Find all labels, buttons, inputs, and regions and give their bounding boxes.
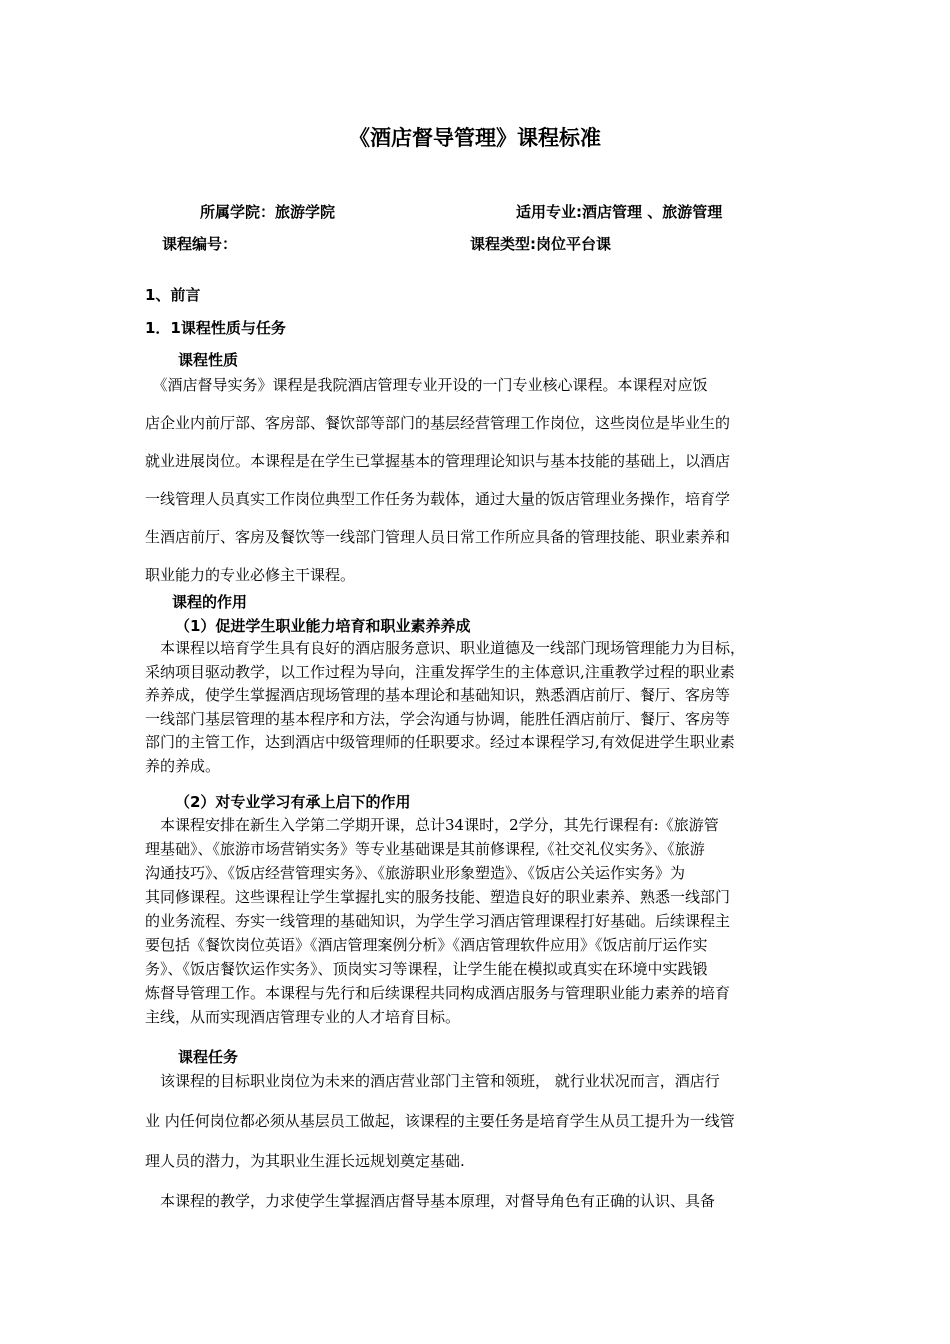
text-line: 本课程的教学，力求使学生掌握酒店督导基本原理，对督导角色有正确的认识、具备 [145, 1192, 716, 1210]
major-label: 适用专业:酒店管理 、旅游管理 [516, 203, 723, 221]
text-line: 一线管理人员真实工作岗位典型工作任务为载体，通过大量的饭店管理业务操作，培育学 [145, 490, 731, 508]
subheading-role-1: （1）促进学生职业能力培育和职业素养养成 [175, 617, 471, 635]
text-line: 《酒店督导实务》课程是我院酒店管理专业开设的一门专业核心课程。本课程对应饭 [145, 376, 708, 394]
course-type-label: 课程类型:岗位平台课 [470, 235, 611, 253]
text-line: 的业务流程、夯实一线管理的基础知识，为学生学习酒店管理课程打好基础。后续课程主 [145, 912, 731, 930]
text-line: 该课程的目标职业岗位为未来的酒店营业部门主管和领班， 就行业状况而言，酒店行 [145, 1072, 720, 1090]
text-line: 养的养成。 [145, 756, 221, 775]
text-line: 其同修课程。这些课程让学生掌握扎实的服务技能、塑造良好的职业素养、熟悉一线部门 [145, 888, 731, 906]
section-heading-preface: 1、前言 [145, 286, 201, 304]
text-line: 本课程以培育学生具有良好的酒店服务意识、职业道德及一线部门现场管理能力为目标， [145, 639, 746, 657]
text-line: 一线部门基层管理的基本程序和方法，学会沟通与协调，能胜任酒店前厅、餐厅、客房等 [145, 709, 731, 728]
course-code-label: 课程编号： [162, 235, 238, 253]
text-line: 就业进展岗位。本课程是在学生已掌握基本的管理理论知识与基本技能的基础上，以酒店 [145, 452, 731, 470]
text-line: 主线，从而实现酒店管理专业的人才培育目标。 [145, 1008, 461, 1026]
subheading-course-task: 课程任务 [178, 1048, 239, 1066]
text-line: 炼督导管理工作。本课程与先行和后续课程共同构成酒店服务与管理职业能力素养的培育 [145, 984, 731, 1002]
section-heading-nature-task: 1．1课程性质与任务 [145, 319, 286, 337]
subheading-course-role: 课程的作用 [172, 593, 248, 611]
text-line: 职业能力的专业必修主干课程。 [145, 566, 356, 584]
paragraph-course-task [145, 1061, 810, 1221]
text-line: 理人员的潜力，为其职业生涯长远规划奠定基础. [145, 1152, 465, 1170]
college-label: 所属学院：旅游学院 [200, 203, 336, 221]
subheading-course-nature: 课程性质 [178, 351, 239, 369]
text-line: 店企业内前厅部、客房部、餐饮部等部门的基层经营管理工作岗位，这些岗位是毕业生的 [145, 414, 731, 432]
text-line: 采纳项目驱动教学，以工作过程为导向，注重发挥学生的主体意识,注重教学过程的职业素 [145, 662, 735, 681]
text-line: 业 内任何岗位都必须从基层员工做起，该课程的主要任务是培育学生从员工提升为一线管 [145, 1112, 735, 1130]
text-line: 部门的主管工作，达到酒店中级管理师的任职要求。经过本课程学习,有效促进学生职业素 [145, 733, 735, 751]
paragraph-role-1 [145, 637, 810, 778]
text-line: 生酒店前厅、客房及餐饮等一线部门管理人员日常工作所应具备的管理技能、职业素养和 [145, 528, 731, 546]
text-line: 理基础》、《旅游市场营销实务》等专业基础课是其前修课程,《社交礼仪实务》、《旅游 [145, 840, 705, 858]
paragraph-role-2 [145, 813, 810, 1029]
text-line: 养养成，使学生掌握酒店现场管理的基本理论和基础知识，熟悉酒店前厅、餐厅、客房等 [145, 686, 731, 704]
document-title: 《酒店督导管理》课程标准 [349, 126, 601, 150]
paragraph-course-nature [145, 366, 810, 594]
text-line: 沟通技巧》、《饭店经营管理实务》、《旅游职业形象塑造》、《饭店公关运作实务》为 [145, 864, 686, 882]
text-line: 本课程安排在新生入学第二学期开课，总计34课时，2学分，其先行课程有:《旅游管 [145, 816, 719, 834]
text-line: 务》、《饭店餐饮运作实务》、顶岗实习等课程，让学生能在模拟或真实在环境中实践锻 [145, 960, 708, 978]
text-line: 要包括《餐饮岗位英语》《酒店管理案例分析》《酒店管理软件应用》《饭店前厅运作实 [145, 936, 708, 954]
subheading-role-2: （2）对专业学习有承上启下的作用 [175, 793, 411, 811]
